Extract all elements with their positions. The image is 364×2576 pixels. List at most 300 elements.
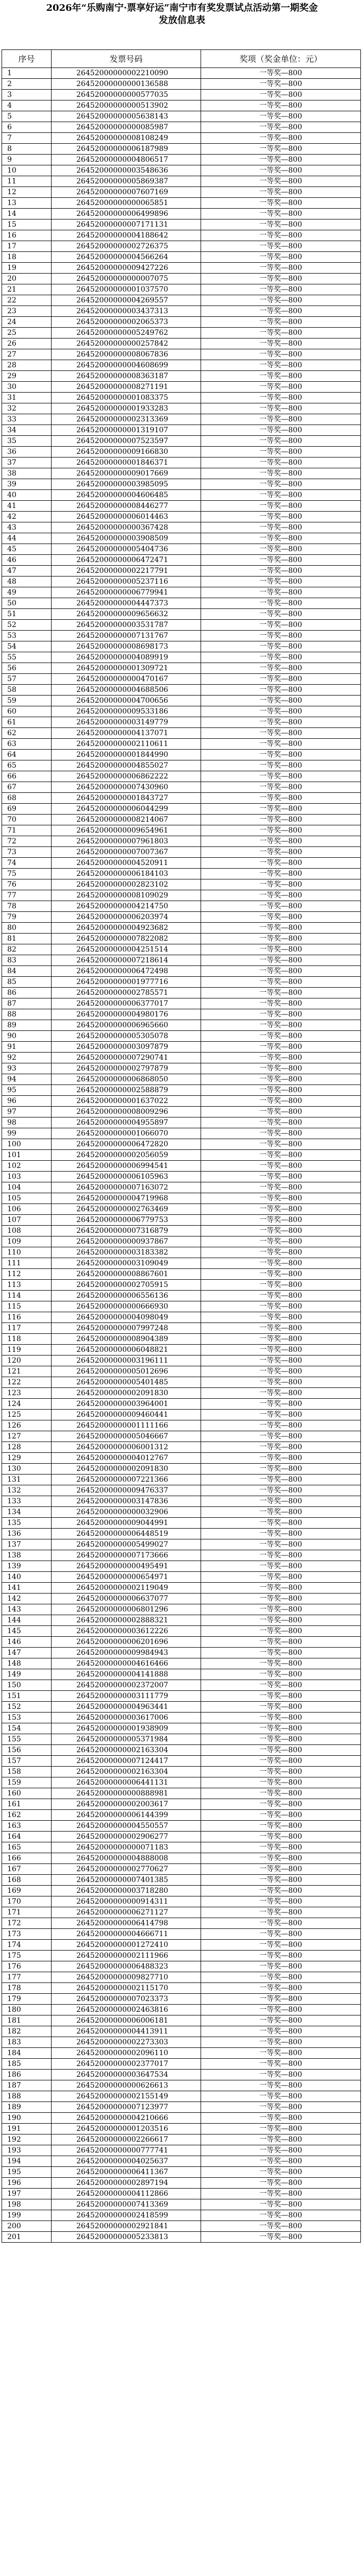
row-prize: 一等奖—800 xyxy=(259,1908,302,1917)
row-seq: 126 xyxy=(2,1420,52,1431)
row-invoice-number: 26452000000009656632 xyxy=(52,609,201,619)
table-row xyxy=(2,1020,361,1031)
row-seq: 173 xyxy=(2,1929,52,1939)
table-row xyxy=(2,869,361,879)
row-prize: 一等奖—800 xyxy=(259,1714,302,1722)
row-invoice-number: 26452000000006187989 xyxy=(52,144,201,154)
row-seq: 38 xyxy=(2,468,52,479)
row-prize: 一等奖—800 xyxy=(259,1595,302,1603)
row-prize: 一等奖—800 xyxy=(259,2157,302,2165)
row-invoice-number: 26452000000004666711 xyxy=(52,1929,201,1939)
row-invoice-number: 26452000000005869387 xyxy=(52,176,201,187)
row-prize: 一等奖—800 xyxy=(259,761,302,770)
row-seq: 7 xyxy=(2,133,52,143)
row-seq: 19 xyxy=(2,263,52,273)
table-row xyxy=(2,414,361,425)
row-prize: 一等奖—800 xyxy=(259,1833,302,1841)
table-row xyxy=(2,1009,361,1020)
table-row xyxy=(2,371,361,382)
row-invoice-number: 26452000000007023373 xyxy=(52,1994,201,2004)
row-prize: 一等奖—800 xyxy=(259,404,302,413)
row-invoice-number: 26452000000004566264 xyxy=(52,252,201,262)
row-prize: 一等奖—800 xyxy=(259,1216,302,1224)
row-seq: 142 xyxy=(2,1594,52,1604)
row-prize: 一等奖—800 xyxy=(259,740,302,748)
row-prize: 一等奖—800 xyxy=(259,415,302,423)
table-row xyxy=(2,274,361,284)
row-invoice-number: 26452000000006184103 xyxy=(52,869,201,879)
row-seq: 83 xyxy=(2,955,52,965)
row-prize: 一等奖—800 xyxy=(259,2049,302,2057)
row-seq: 178 xyxy=(2,1983,52,1993)
table-row xyxy=(2,198,361,209)
row-seq: 125 xyxy=(2,1410,52,1420)
table-row xyxy=(2,1518,361,1529)
row-prize: 一等奖—800 xyxy=(259,826,302,835)
row-prize: 一等奖—800 xyxy=(259,1183,302,1192)
row-invoice-number: 26452000000006472498 xyxy=(52,966,201,976)
row-prize: 一等奖—800 xyxy=(259,902,302,910)
row-invoice-number: 26452000000003149779 xyxy=(52,717,201,727)
row-seq: 164 xyxy=(2,1832,52,1842)
row-prize: 一等奖—800 xyxy=(259,1486,302,1495)
table-row xyxy=(2,1691,361,1702)
row-invoice-number: 26452000000001083375 xyxy=(52,393,201,403)
row-prize: 一等奖—800 xyxy=(259,340,302,348)
row-prize: 一等奖—800 xyxy=(259,783,302,791)
row-invoice-number: 26452000000004089919 xyxy=(52,652,201,663)
table-row xyxy=(2,252,361,263)
row-prize: 一等奖—800 xyxy=(259,999,302,1008)
row-seq: 188 xyxy=(2,2091,52,2102)
row-invoice-number: 26452000000000626613 xyxy=(52,2080,201,2091)
table-row xyxy=(2,1355,361,1366)
row-invoice-number: 26452000000007290741 xyxy=(52,1053,201,1063)
table-row xyxy=(2,1929,361,1940)
row-prize: 一等奖—800 xyxy=(259,1530,302,1538)
header-prize: 奖项（奖金单位：元） xyxy=(239,54,322,64)
row-prize: 一等奖—800 xyxy=(259,1465,302,1473)
row-prize: 一等奖—800 xyxy=(259,2081,302,2090)
row-seq: 112 xyxy=(2,1269,52,1279)
row-invoice-number: 26452000000004098049 xyxy=(52,1312,201,1323)
row-prize: 一等奖—800 xyxy=(259,2016,302,2025)
table-row xyxy=(2,490,361,501)
row-seq: 121 xyxy=(2,1366,52,1377)
row-prize: 一等奖—800 xyxy=(259,1238,302,1246)
row-prize: 一等奖—800 xyxy=(259,1021,302,1029)
row-prize: 一等奖—800 xyxy=(259,264,302,272)
row-seq: 77 xyxy=(2,890,52,901)
table-row xyxy=(2,1096,361,1107)
row-seq: 192 xyxy=(2,2134,52,2145)
row-prize: 一等奖—800 xyxy=(259,1194,302,1202)
row-seq: 151 xyxy=(2,1691,52,1701)
row-prize: 一等奖—800 xyxy=(259,166,302,175)
row-seq: 189 xyxy=(2,2102,52,2112)
table-row xyxy=(2,598,361,609)
table-row xyxy=(2,2113,361,2124)
row-invoice-number: 26452000000000367428 xyxy=(52,522,201,533)
row-prize: 一等奖—800 xyxy=(259,1129,302,1138)
row-seq: 109 xyxy=(2,1236,52,1247)
row-prize: 一等奖—800 xyxy=(259,924,302,932)
row-invoice-number: 26452000000002705915 xyxy=(52,1280,201,1290)
row-seq: 183 xyxy=(2,2037,52,2047)
row-prize: 一等奖—800 xyxy=(259,567,302,575)
row-invoice-number: 26452000000001977716 xyxy=(52,977,201,987)
row-seq: 172 xyxy=(2,1918,52,1928)
row-seq: 113 xyxy=(2,1280,52,1290)
row-seq: 67 xyxy=(2,782,52,792)
row-invoice-number: 26452000000008067836 xyxy=(52,349,201,360)
table-row xyxy=(2,1994,361,2005)
row-invoice-number: 26452000000001319107 xyxy=(52,425,201,435)
row-prize: 一等奖—800 xyxy=(259,80,302,88)
row-seq: 193 xyxy=(2,2145,52,2156)
table-row xyxy=(2,1702,361,1713)
row-seq: 69 xyxy=(2,804,52,814)
table-row xyxy=(2,944,361,955)
table-row xyxy=(2,1431,361,1442)
row-invoice-number: 26452000000004688506 xyxy=(52,685,201,695)
row-prize: 一等奖—800 xyxy=(259,837,302,845)
row-invoice-number: 26452000000000032906 xyxy=(52,1507,201,1517)
row-seq: 57 xyxy=(2,674,52,684)
row-seq: 76 xyxy=(2,879,52,890)
row-invoice-number: 26452000000004963441 xyxy=(52,1702,201,1712)
row-seq: 175 xyxy=(2,1951,52,1961)
row-seq: 118 xyxy=(2,1334,52,1344)
row-invoice-number: 26452000000002065373 xyxy=(52,317,201,327)
row-prize: 一等奖—800 xyxy=(259,394,302,402)
row-invoice-number: 26452000000007607169 xyxy=(52,187,201,197)
row-seq: 167 xyxy=(2,1864,52,1874)
row-seq: 80 xyxy=(2,923,52,933)
row-seq: 37 xyxy=(2,457,52,468)
table-row xyxy=(2,2199,361,2210)
row-invoice-number: 26452000000004606485 xyxy=(52,490,201,500)
table-row xyxy=(2,284,361,295)
row-prize: 一等奖—800 xyxy=(259,1627,302,1635)
row-seq: 110 xyxy=(2,1247,52,1258)
row-seq: 170 xyxy=(2,1896,52,1907)
row-invoice-number: 26452000000003718280 xyxy=(52,1886,201,1896)
table-row xyxy=(2,1258,361,1269)
row-prize: 一等奖—800 xyxy=(259,1151,302,1159)
row-prize: 一等奖—800 xyxy=(259,134,302,142)
row-invoice-number: 26452000000002115170 xyxy=(52,1983,201,1993)
row-invoice-number: 26452000000005237116 xyxy=(52,577,201,587)
row-seq: 168 xyxy=(2,1875,52,1885)
row-seq: 94 xyxy=(2,1074,52,1084)
row-invoice-number: 26452000000006868050 xyxy=(52,1074,201,1084)
table-row xyxy=(2,1572,361,1583)
table-row xyxy=(2,1940,361,1951)
row-invoice-number: 26452000000006006181 xyxy=(52,2015,201,2026)
row-seq: 12 xyxy=(2,187,52,197)
row-prize: 一等奖—800 xyxy=(259,578,302,586)
row-invoice-number: 26452000000003097879 xyxy=(52,1042,201,1052)
row-invoice-number: 26452000000005499027 xyxy=(52,1539,201,1550)
row-seq: 51 xyxy=(2,609,52,619)
row-prize: 一等奖—800 xyxy=(259,2125,302,2133)
row-seq: 54 xyxy=(2,641,52,652)
table-row xyxy=(2,1550,361,1561)
table-row xyxy=(2,1410,361,1420)
row-invoice-number: 26452000000006271127 xyxy=(52,1907,201,1918)
row-invoice-number: 26452000000006637077 xyxy=(52,1594,201,1604)
table-row xyxy=(2,1788,361,1799)
table-row xyxy=(2,1053,361,1063)
table-row xyxy=(2,2189,361,2199)
row-prize: 一等奖—800 xyxy=(259,1346,302,1354)
row-prize: 一等奖—800 xyxy=(259,610,302,618)
row-seq: 88 xyxy=(2,1009,52,1020)
row-prize: 一等奖—800 xyxy=(259,545,302,553)
row-prize: 一等奖—800 xyxy=(259,523,302,532)
table-row xyxy=(2,1301,361,1312)
row-seq: 87 xyxy=(2,998,52,1009)
row-prize: 一等奖—800 xyxy=(259,956,302,964)
table-row xyxy=(2,1648,361,1658)
table-row xyxy=(2,1323,361,1334)
row-seq: 177 xyxy=(2,1972,52,1982)
table-row xyxy=(2,436,361,447)
row-invoice-number: 26452000000008904389 xyxy=(52,1334,201,1344)
row-invoice-number: 26452000000007171131 xyxy=(52,219,201,230)
table-row xyxy=(2,360,361,371)
row-invoice-number: 26452000000002155149 xyxy=(52,2091,201,2102)
row-invoice-number: 26452000000000136588 xyxy=(52,79,201,89)
row-seq: 201 xyxy=(2,2232,52,2242)
table-row xyxy=(2,2070,361,2080)
row-prize: 一等奖—800 xyxy=(259,1984,302,1992)
row-prize: 一等奖—800 xyxy=(259,1476,302,1484)
row-prize: 一等奖—800 xyxy=(259,1400,302,1408)
row-invoice-number: 26452000000003617006 xyxy=(52,1713,201,1723)
row-prize: 一等奖—800 xyxy=(259,1010,302,1019)
row-prize: 一等奖—800 xyxy=(259,664,302,672)
table-row xyxy=(2,901,361,912)
table-row xyxy=(2,555,361,566)
table-row xyxy=(2,263,361,274)
row-invoice-number: 26452000000002091830 xyxy=(52,1464,201,1474)
row-seq: 108 xyxy=(2,1226,52,1236)
row-seq: 200 xyxy=(2,2221,52,2231)
row-seq: 40 xyxy=(2,490,52,500)
row-prize: 一等奖—800 xyxy=(259,1367,302,1376)
row-invoice-number: 26452000000006377017 xyxy=(52,998,201,1009)
table-row xyxy=(2,1139,361,1150)
table-row xyxy=(2,1161,361,1172)
table-row xyxy=(2,760,361,771)
table-row xyxy=(2,879,361,890)
table-row xyxy=(2,447,361,457)
table-row xyxy=(2,782,361,793)
row-seq: 20 xyxy=(2,274,52,284)
row-invoice-number: 26452000000004855027 xyxy=(52,760,201,771)
table-row xyxy=(2,2048,361,2059)
row-prize: 一等奖—800 xyxy=(259,1941,302,1949)
row-invoice-number: 26452000000006994541 xyxy=(52,1161,201,1171)
row-seq: 82 xyxy=(2,944,52,955)
row-invoice-number: 26452000000008446277 xyxy=(52,501,201,511)
row-invoice-number: 26452000000002726375 xyxy=(52,241,201,251)
row-prize: 一等奖—800 xyxy=(259,2071,302,2079)
row-seq: 65 xyxy=(2,760,52,771)
row-seq: 5 xyxy=(2,111,52,122)
table-row xyxy=(2,1561,361,1572)
row-seq: 198 xyxy=(2,2199,52,2210)
row-invoice-number: 26452000000007413369 xyxy=(52,2199,201,2210)
row-seq: 72 xyxy=(2,836,52,846)
table-row xyxy=(2,1734,361,1745)
table-row xyxy=(2,1972,361,1983)
row-invoice-number: 26452000000003964001 xyxy=(52,1399,201,1409)
row-invoice-number: 26452000000006441131 xyxy=(52,1777,201,1788)
row-invoice-number: 26452000000004923682 xyxy=(52,923,201,933)
row-prize: 一等奖—800 xyxy=(259,967,302,975)
table-row xyxy=(2,620,361,631)
row-invoice-number: 26452000000008271191 xyxy=(52,382,201,392)
row-invoice-number: 26452000000004025637 xyxy=(52,2156,201,2166)
table-row xyxy=(2,1821,361,1832)
table-row xyxy=(2,804,361,815)
row-invoice-number: 26452000000009533186 xyxy=(52,706,201,717)
row-prize: 一等奖—800 xyxy=(259,123,302,131)
row-seq: 131 xyxy=(2,1475,52,1485)
row-seq: 171 xyxy=(2,1907,52,1918)
table-row xyxy=(2,609,361,620)
row-invoice-number: 26452000000002003617 xyxy=(52,1799,201,1809)
table-row xyxy=(2,1226,361,1236)
row-seq: 93 xyxy=(2,1063,52,1074)
table-row xyxy=(2,1117,361,1128)
table-row xyxy=(2,1464,361,1475)
row-prize: 一等奖—800 xyxy=(259,1562,302,1570)
row-prize: 一等奖—800 xyxy=(259,1411,302,1419)
table-row xyxy=(2,328,361,338)
row-invoice-number: 26452000000002313369 xyxy=(52,414,201,425)
row-prize: 一等奖—800 xyxy=(259,1724,302,1733)
row-seq: 31 xyxy=(2,393,52,403)
row-prize: 一等奖—800 xyxy=(259,480,302,488)
row-invoice-number: 26452000000001111166 xyxy=(52,1420,201,1431)
table-row xyxy=(2,1453,361,1464)
row-prize: 一等奖—800 xyxy=(259,426,302,434)
row-invoice-number: 26452000000009017669 xyxy=(52,468,201,479)
row-invoice-number: 26452000000002096110 xyxy=(52,2048,201,2058)
table-row xyxy=(2,1496,361,1507)
table-header xyxy=(2,49,361,68)
row-invoice-number: 26452000000006488323 xyxy=(52,1961,201,1972)
row-invoice-number: 26452000000006201696 xyxy=(52,1637,201,1647)
table-row xyxy=(2,1204,361,1215)
row-invoice-number: 26452000000001637022 xyxy=(52,1096,201,1106)
table-row xyxy=(2,717,361,728)
row-invoice-number: 26452000000001844990 xyxy=(52,750,201,760)
row-seq: 163 xyxy=(2,1821,52,1831)
row-invoice-number: 26452000000004210666 xyxy=(52,2113,201,2123)
table-row xyxy=(2,641,361,652)
row-seq: 8 xyxy=(2,144,52,154)
row-prize: 一等奖—800 xyxy=(259,794,302,802)
table-row xyxy=(2,306,361,317)
table-row xyxy=(2,1291,361,1301)
row-invoice-number: 26452000000003985095 xyxy=(52,479,201,489)
row-invoice-number: 26452000000000085987 xyxy=(52,122,201,132)
table-row xyxy=(2,2080,361,2091)
row-prize: 一等奖—800 xyxy=(259,913,302,921)
row-seq: 96 xyxy=(2,1096,52,1106)
table-row xyxy=(2,739,361,750)
table-row xyxy=(2,1594,361,1604)
table-row xyxy=(2,966,361,977)
row-invoice-number: 26452000000006014463 xyxy=(52,512,201,522)
row-invoice-number: 26452000000006556136 xyxy=(52,1291,201,1301)
row-invoice-number: 26452000000002797879 xyxy=(52,1063,201,1074)
table-row xyxy=(2,512,361,522)
row-seq: 9 xyxy=(2,155,52,165)
row-seq: 28 xyxy=(2,360,52,370)
row-seq: 29 xyxy=(2,371,52,381)
row-invoice-number: 26452000000000888981 xyxy=(52,1788,201,1799)
row-invoice-number: 26452000000001066070 xyxy=(52,1128,201,1139)
row-prize: 一等奖—800 xyxy=(259,1281,302,1289)
row-prize: 一等奖—800 xyxy=(259,1616,302,1624)
table-row xyxy=(2,1334,361,1345)
table-row xyxy=(2,1896,361,1907)
row-invoice-number: 26452000000003908509 xyxy=(52,533,201,544)
row-seq: 73 xyxy=(2,847,52,857)
row-prize: 一等奖—800 xyxy=(259,513,302,521)
table-row xyxy=(2,111,361,122)
row-invoice-number: 26452000000005401485 xyxy=(52,1377,201,1387)
row-invoice-number: 26452000000007124417 xyxy=(52,1756,201,1766)
row-invoice-number: 26452000000006411367 xyxy=(52,2167,201,2177)
row-seq: 11 xyxy=(2,176,52,187)
row-invoice-number: 26452000000009984943 xyxy=(52,1648,201,1658)
table-row xyxy=(2,382,361,393)
row-prize: 一等奖—800 xyxy=(259,2038,302,2046)
row-prize: 一等奖—800 xyxy=(259,1140,302,1148)
row-invoice-number: 26452000000003109049 xyxy=(52,1258,201,1268)
row-invoice-number: 26452000000005233813 xyxy=(52,2232,201,2242)
row-seq: 50 xyxy=(2,598,52,608)
row-seq: 49 xyxy=(2,587,52,598)
row-seq: 155 xyxy=(2,1734,52,1744)
row-prize: 一等奖—800 xyxy=(259,156,302,164)
row-prize: 一等奖—800 xyxy=(259,1118,302,1127)
row-seq: 147 xyxy=(2,1648,52,1658)
row-invoice-number: 26452000000008109029 xyxy=(52,890,201,901)
row-invoice-number: 26452000000001037570 xyxy=(52,284,201,295)
row-prize: 一等奖—800 xyxy=(259,1292,302,1300)
row-invoice-number: 26452000000001272410 xyxy=(52,1940,201,1950)
row-seq: 79 xyxy=(2,912,52,922)
table-row xyxy=(2,685,361,696)
table-row xyxy=(2,696,361,706)
row-invoice-number: 26452000000007173666 xyxy=(52,1550,201,1561)
table-row xyxy=(2,674,361,685)
row-invoice-number: 26452000000003183382 xyxy=(52,1247,201,1258)
row-prize: 一等奖—800 xyxy=(259,1995,302,2003)
row-prize: 一等奖—800 xyxy=(259,101,302,110)
row-seq: 33 xyxy=(2,414,52,425)
row-invoice-number: 26452000000000513902 xyxy=(52,100,201,111)
row-seq: 148 xyxy=(2,1658,52,1669)
